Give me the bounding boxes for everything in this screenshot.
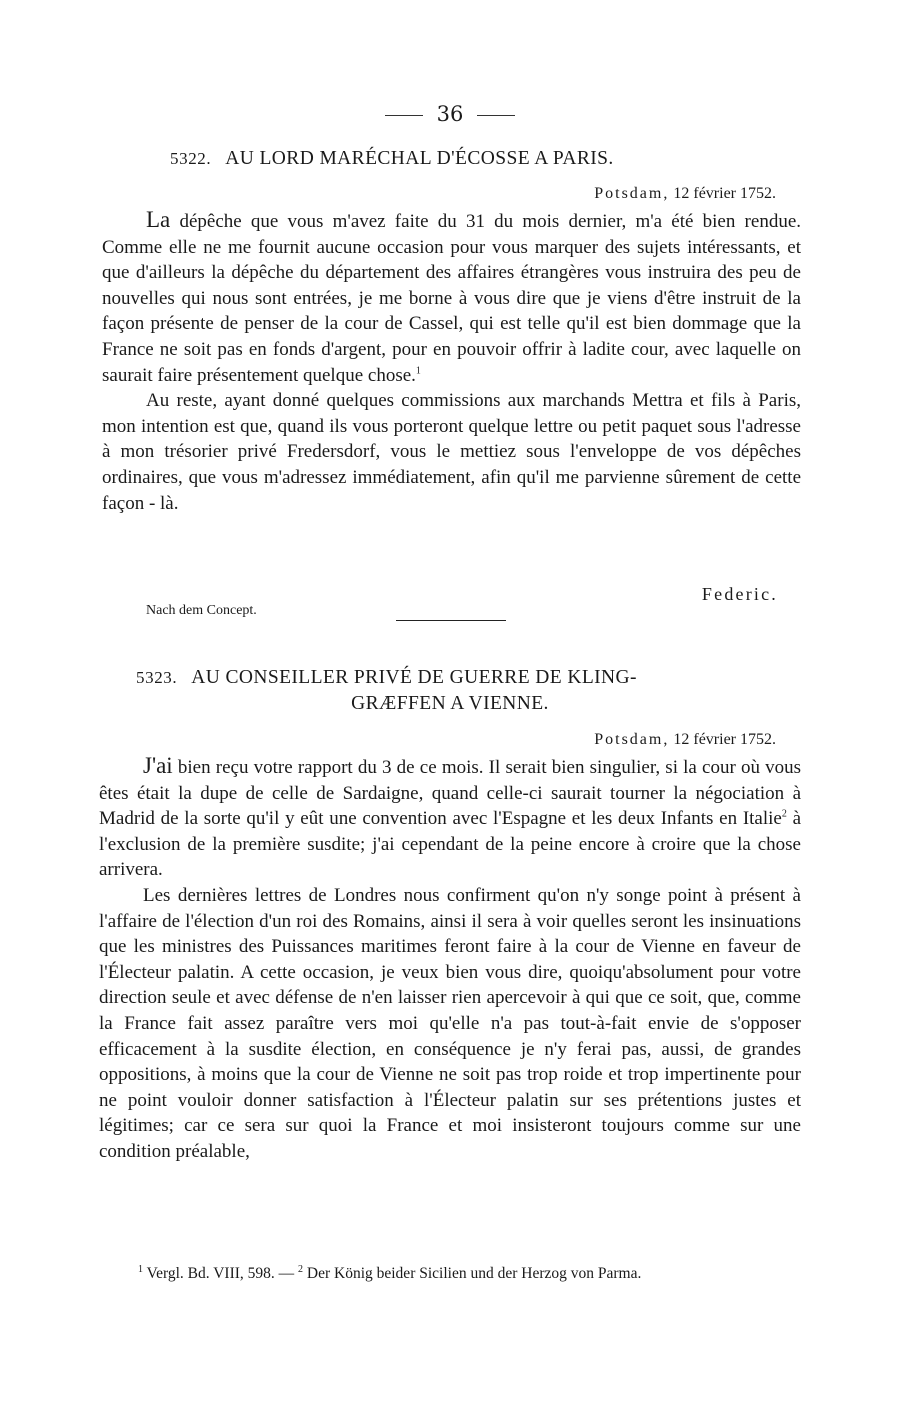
footnote-1-mark: 1: [138, 1263, 143, 1275]
page-number: 36: [436, 102, 464, 126]
footnotes: [94, 1263, 800, 1285]
letter2-footnote-ref: 2: [781, 808, 787, 820]
letter1-footnote-ref: 1: [415, 365, 421, 377]
letter2-first-word: J'ai: [143, 753, 173, 778]
letter2-heading-line1: [136, 666, 637, 690]
letter2-paragraph-1-text-a: bien reçu votre rapport du 3 de ce mois. Il serait bien singulier, si la cour où vous êtes était la dupe de celle de Sardaigne, quand celle-ci saurait tourner la négociation à Madrid de la sorte qu'il y eût une convention avec l'Espagne et les deux Infants en Italie: [99, 757, 802, 830]
letter2-paragraph-2: Les dernières lettres de Londres nous confirment qu'on n'y songe point à présent à l'affaire de l'élection d'un roi des Romains, ainsi il sera à voir quelles seront les insinuations que les ministres des Puissances maritimes feront faire à la cour de Vienne en faveur de l'Électeur palatin. A cette occasion, je veux bien vous dire, quoiqu'absolument pour votre direction seule et avec défense de n'en laisser rien apercevoir à qui que ce soit, que, comme la France fait assez paraître vers moi qu'elle n'a pas tout-à-fait envie de s'opposer efficacement à la susdite élection, en conséquence je n'y ferai pas, aussi, de grandes oppositions, à moins que la cour de Vienne ne soit pas trop roide et trop impertinente pour ne point vouloir donner satisfaction à l'Électeur palatin sur ses prétentions justes et légitimes; car ce sera sur quoi la France et moi insisteront toujours comme sur une condition préalable,: [99, 884, 801, 1162]
letter1-first-word: La: [146, 207, 171, 232]
page-number-dash-left: [385, 115, 423, 116]
letter1-paragraph-1-text: dépêche que vous m'avez faite du 31 du mois dernier, m'a été bien rendue. Comme elle ne me fournit aucune occasion pour vous marquer des sujets intéressants, et que d'ailleurs la dépêche du département des affaires étrangères vous instruira des peu de nouvelles qui nous sont entrées, je me borne à vous dire que je viens d'être instruit de la façon présente de penser de la cour de Cassel, qui est telle qu'il est bien dommage que la France ne soit pas en fonds d'argent, pour en pouvoir offrir à ladite cour, avec laquelle on saurait faire présentement quelque chose.: [102, 211, 801, 386]
letter1-body: [102, 207, 801, 516]
letter1-paragraph-2: Au reste, ayant donné quelques commissions aux marchands Mettra et fils à Paris, mon intention est que, quand ils vous porteront quelque lettre ou petit paquet sous l'adresse à mon trésorier privé Fredersdorf, vous le mettiez sous l'enveloppe de vos dépêches ordinaires, que vous m'adressez immédiatement, afin qu'il me parvienne sûrement de cette façon - là.: [102, 390, 801, 514]
letter2-paragraph-1-text-b: à l'exclusion de la première susdite; j'ai cependant de la peine encore à croire que la chose arrivera.: [99, 808, 802, 881]
letter2-title-line1: AU CONSEILLER PRIVÉ DE GUERRE DE KLING-: [191, 667, 637, 688]
section-divider: [396, 620, 506, 621]
letter1-signature: Federic.: [701, 584, 778, 604]
page-number-line: [0, 101, 900, 127]
letter2-number: 5323.: [136, 668, 178, 687]
footnote-2-text: Der König beider Sicilien und der Herzog von Parma.: [306, 1265, 642, 1282]
letter2-dateline: [594, 730, 776, 750]
letter1-source: Nach dem Concept.: [146, 603, 257, 618]
letter1-heading: [170, 147, 614, 171]
letter1-title: AU LORD MARÉCHAL D'ÉCOSSE A PARIS.: [225, 148, 614, 169]
letter2-paragraph-1: [99, 753, 801, 883]
page-number-dash-right: [477, 115, 515, 116]
letter2-place: Potsdam,: [594, 731, 670, 748]
letter2-body: [99, 753, 801, 1165]
footnote-1-text: Vergl. Bd. VIII, 598.: [146, 1265, 275, 1282]
letter2-title-line2: GRÆFFEN A VIENNE.: [351, 693, 549, 714]
letter2-date: 12 février 1752.: [673, 731, 776, 748]
footnote-2-mark: 2: [298, 1263, 304, 1275]
letter2-heading-line2: [0, 692, 900, 716]
letter1-place: Potsdam,: [594, 185, 670, 202]
letter1-number: 5322.: [170, 149, 212, 168]
letter1-paragraph-1: [102, 207, 801, 388]
footnote-block: [94, 1263, 800, 1285]
letter1-dateline: [594, 184, 776, 204]
footnote-separator: —: [278, 1265, 295, 1282]
letter1-date: 12 février 1752.: [673, 185, 776, 202]
